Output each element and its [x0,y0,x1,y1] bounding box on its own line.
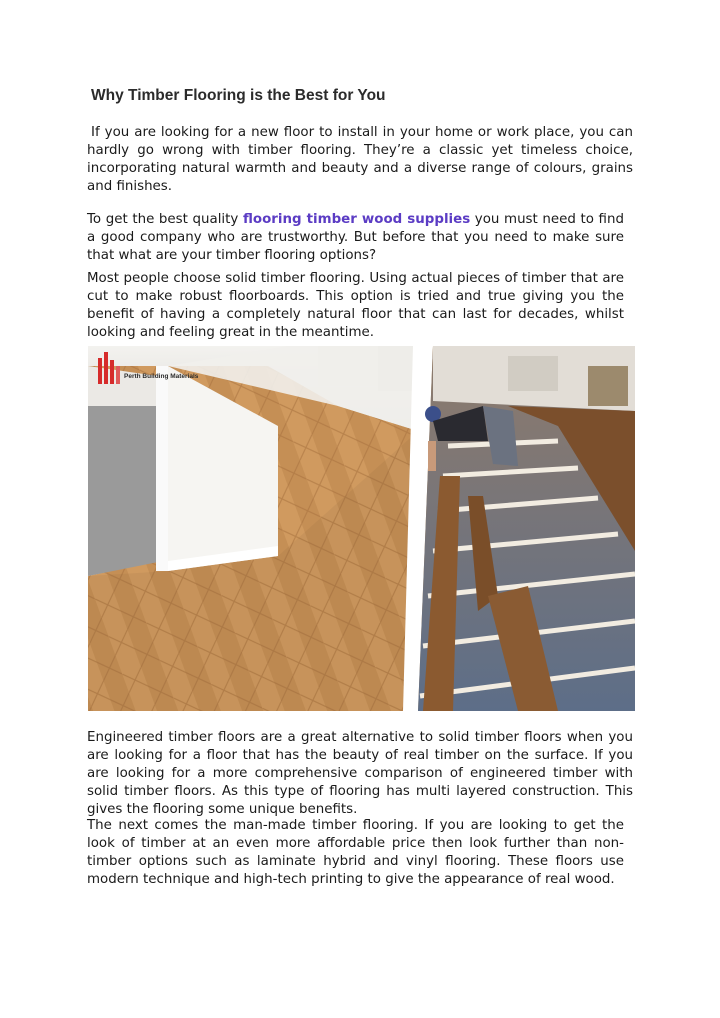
left-photo-hallway [88,346,418,711]
right-photo-install [418,346,635,711]
intro-paragraph: If you are looking for a new floor to install in your home or work place, you can hardly go wrong with timber flooring. They’re a classic yet timeless choice, incorporating natural warmth and beauty and a diverse range of colours, grains and finishes. [87,125,633,194]
supplies-text-before: To get the best quality [87,212,243,227]
supplies-text-after: you must need to find a good company who are trustworthy. But before that you need to make sure that what are your timber flooring options? [87,212,624,263]
solid-timber-paragraph: Most people choose solid timber flooring. Using actual pieces of timber that are cut to make robust floorboards. This option is tried and true giving you the benefit of having a completely natural floor that can last for decades, whilst looking and feeling great in the meantime. [87,271,624,340]
man-made-timber-paragraph: The next comes the man-made timber flooring. If you are looking to get the look of timber at an even more affordable price then look further than non-timber options such as laminate hybrid and vinyl flooring. These floors use modern technique and high-tech printing to give the appearance of real wood. [87,818,624,887]
supplies-paragraph [87,211,624,265]
flooring-photo [88,346,635,711]
logo-text: Perth Building Materials [124,373,199,380]
article-title: Why Timber Flooring is the Best for You [91,87,386,104]
flooring-supplies-link[interactable]: flooring timber wood supplies [242,212,471,227]
engineered-timber-paragraph: Engineered timber floors are a great alternative to solid timber floors when you are looking for a floor that has the beauty of real timber on the surface. If you are looking for a more comprehensive comparison of engineered timber with solid timber floors. As this type of flooring has multi layered construction. This gives the flooring some unique benefits. [87,730,633,817]
